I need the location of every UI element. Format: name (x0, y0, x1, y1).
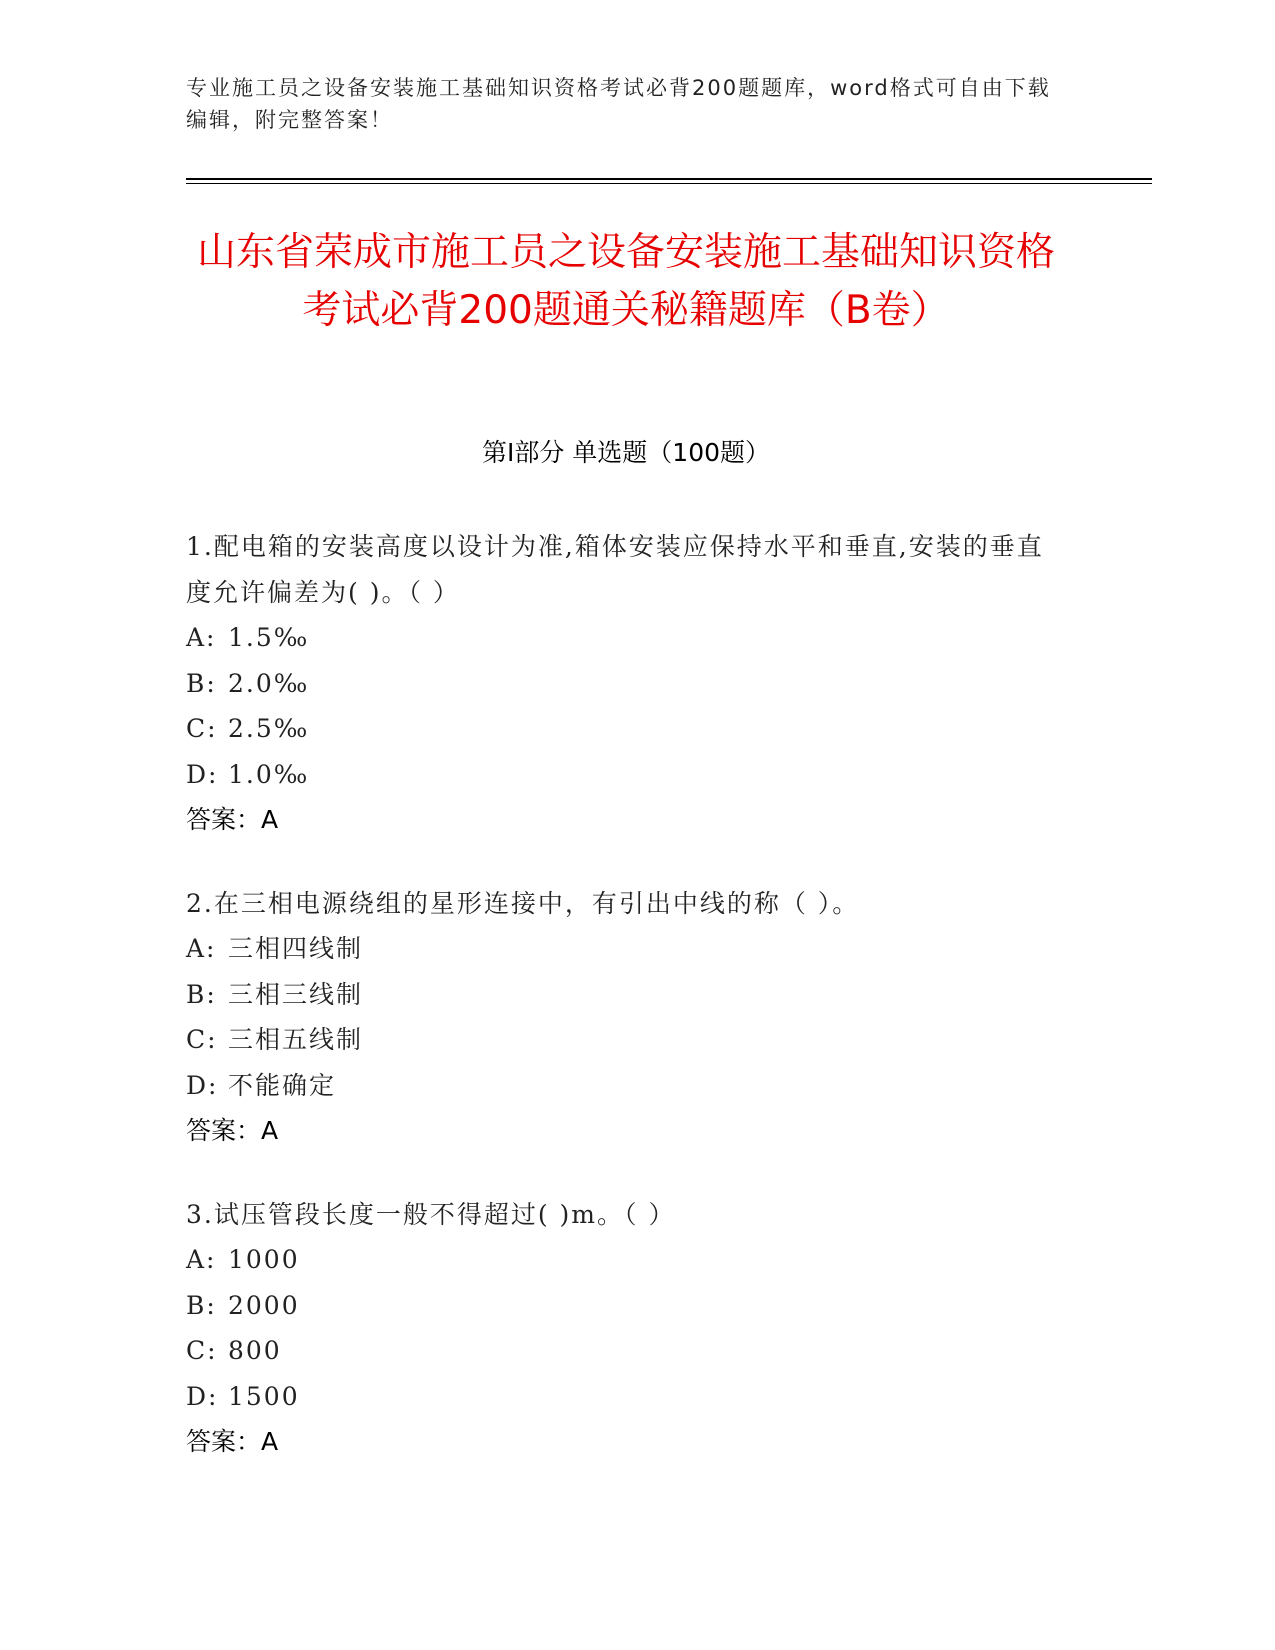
option-letter: C: (186, 1336, 218, 1365)
option-text: 2.5‰ (228, 714, 310, 743)
option-letter: A: (186, 623, 217, 652)
answer-value: A (261, 1116, 279, 1145)
answer-value: A (261, 805, 279, 834)
header-note: 专业施工员之设备安装施工基础知识资格考试必背200题题库，word格式可自由下载编辑，附完整答案！ (186, 76, 1051, 132)
option-b (186, 1283, 1066, 1329)
question-1 (186, 524, 1066, 843)
header-divider-thick (186, 178, 1152, 180)
option-text: 2.0‰ (228, 668, 310, 698)
question-text: 2.在三相电源绕组的星形连接中，有引出中线的称（ ）。 (186, 888, 860, 918)
option-text: 三相三线制 (228, 979, 364, 1009)
answer-line (186, 1419, 1066, 1465)
question-3 (186, 1192, 1066, 1465)
option-d (186, 1063, 1066, 1109)
option-b (186, 661, 1066, 707)
option-letter: B: (186, 1290, 217, 1320)
option-text: 1.5‰ (228, 623, 310, 652)
option-text: 1500 (228, 1381, 300, 1411)
option-c (186, 1017, 1066, 1063)
answer-value: A (261, 1427, 279, 1456)
option-d (186, 1374, 1066, 1420)
option-c (186, 1328, 1066, 1374)
answer-label: 答案： (186, 805, 262, 834)
option-text: 三相五线制 (228, 1025, 364, 1054)
option-letter: D: (186, 1381, 219, 1411)
option-letter: B: (186, 668, 217, 698)
option-text: 三相四线制 (228, 934, 364, 963)
answer-line (186, 797, 1066, 843)
option-text: 1000 (228, 1245, 300, 1274)
answer-line (186, 1108, 1066, 1154)
header-divider-thin (186, 183, 1152, 184)
option-c (186, 706, 1066, 752)
option-a (186, 615, 1066, 661)
option-letter: D: (186, 1070, 219, 1100)
option-letter: B: (186, 979, 217, 1009)
option-letter: C: (186, 1025, 218, 1054)
option-letter: C: (186, 714, 218, 743)
document-title: 山东省荣成市施工员之设备安装施工基础知识资格考试必背200题通关秘籍题库（B卷） (196, 230, 1055, 333)
option-text: 1.0‰ (228, 759, 310, 789)
option-letter: D: (186, 759, 219, 789)
option-a (186, 1237, 1066, 1283)
question-text: 3.试压管段长度一般不得超过( )m。（ ） (186, 1199, 676, 1229)
option-a (186, 926, 1066, 972)
option-text: 不能确定 (228, 1070, 337, 1100)
option-b (186, 972, 1066, 1018)
option-text: 800 (228, 1336, 282, 1365)
option-letter: A: (186, 934, 217, 963)
answer-label: 答案： (186, 1116, 262, 1145)
question-2 (186, 881, 1066, 1154)
question-list (186, 524, 1066, 1503)
question-text: 1.配电箱的安装高度以设计为准,箱体安装应保持水平和垂直,安装的垂直度允许偏差为( )。（ ） (186, 532, 1044, 607)
answer-label: 答案： (186, 1427, 262, 1456)
option-letter: A: (186, 1245, 217, 1274)
option-text: 2000 (228, 1290, 300, 1320)
section-title: 第Ⅰ部分 单选题（100题） (481, 438, 771, 467)
option-d (186, 752, 1066, 798)
